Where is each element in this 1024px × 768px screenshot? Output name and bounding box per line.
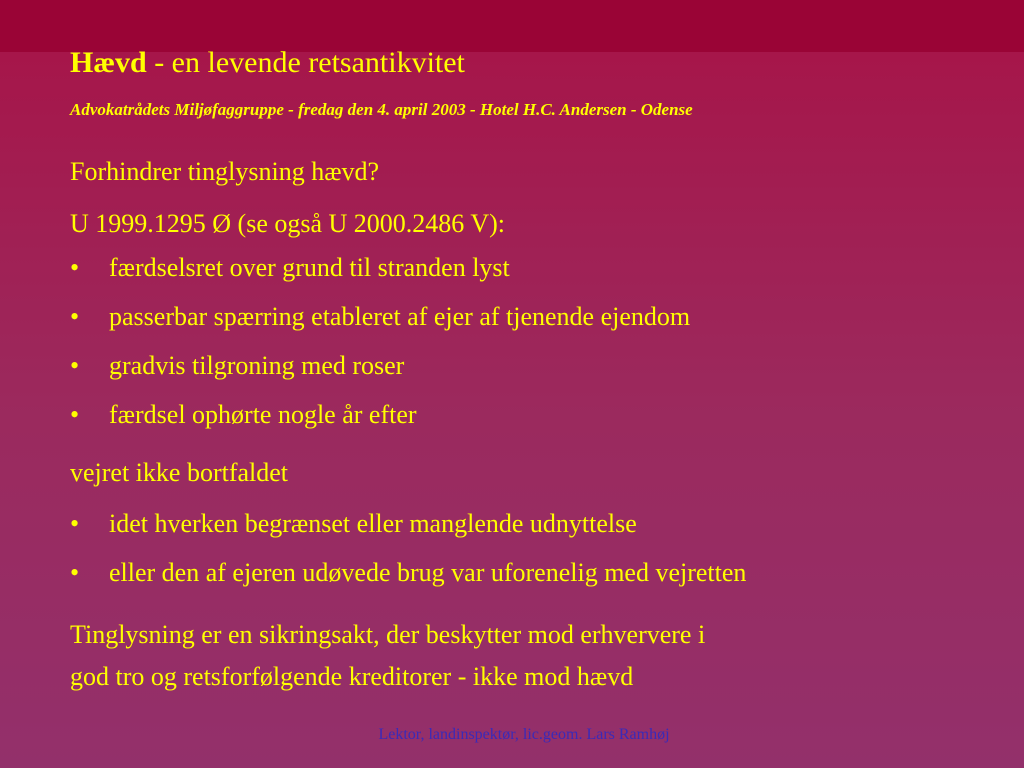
title-rest: - en levende retsantikvitet bbox=[146, 46, 465, 79]
question-heading: Forhindrer tinglysning hævd? bbox=[70, 157, 380, 186]
case-reference: U 1999.1295 Ø (se også U 2000.2486 V): bbox=[70, 209, 505, 238]
bullet-text: eller den af ejeren udøvede brug var uforenelig med vejretten bbox=[109, 558, 747, 587]
slide-subtitle: Advokatrådets Miljøfaggruppe - fredag den 4. april 2003 - Hotel H.C. Andersen - Odense bbox=[70, 100, 693, 119]
bullet-text: idet hverken begrænset eller manglende udnyttelse bbox=[109, 509, 637, 538]
closing-paragraph-line: god tro og retsforfølgende kreditorer - ikke mod hævd bbox=[70, 662, 634, 691]
slide-footer: Lektor, landinspektør, lic.geom. Lars Ramhøj bbox=[378, 726, 670, 743]
bullet-dot: • bbox=[70, 400, 80, 429]
bullet-dot: • bbox=[70, 253, 80, 282]
conclusion-heading: vejret ikke bortfaldet bbox=[70, 458, 289, 487]
bullet-text: gradvis tilgroning med roser bbox=[109, 351, 405, 380]
closing-paragraph-line: Tinglysning er en sikringsakt, der beskytter mod erhververe i bbox=[70, 620, 706, 649]
bullet-dot: • bbox=[70, 558, 80, 587]
bullet-text: færdselsret over grund til stranden lyst bbox=[109, 253, 510, 282]
bullet-dot: • bbox=[70, 351, 80, 380]
bullet-dot: • bbox=[70, 509, 80, 538]
title-keyword: Hævd bbox=[70, 46, 147, 79]
slide-title bbox=[70, 46, 465, 80]
bullet-text: passerbar spærring etableret af ejer af tjenende ejendom bbox=[109, 302, 691, 331]
bullet-dot: • bbox=[70, 302, 80, 331]
bullet-text: færdsel ophørte nogle år efter bbox=[109, 400, 417, 429]
